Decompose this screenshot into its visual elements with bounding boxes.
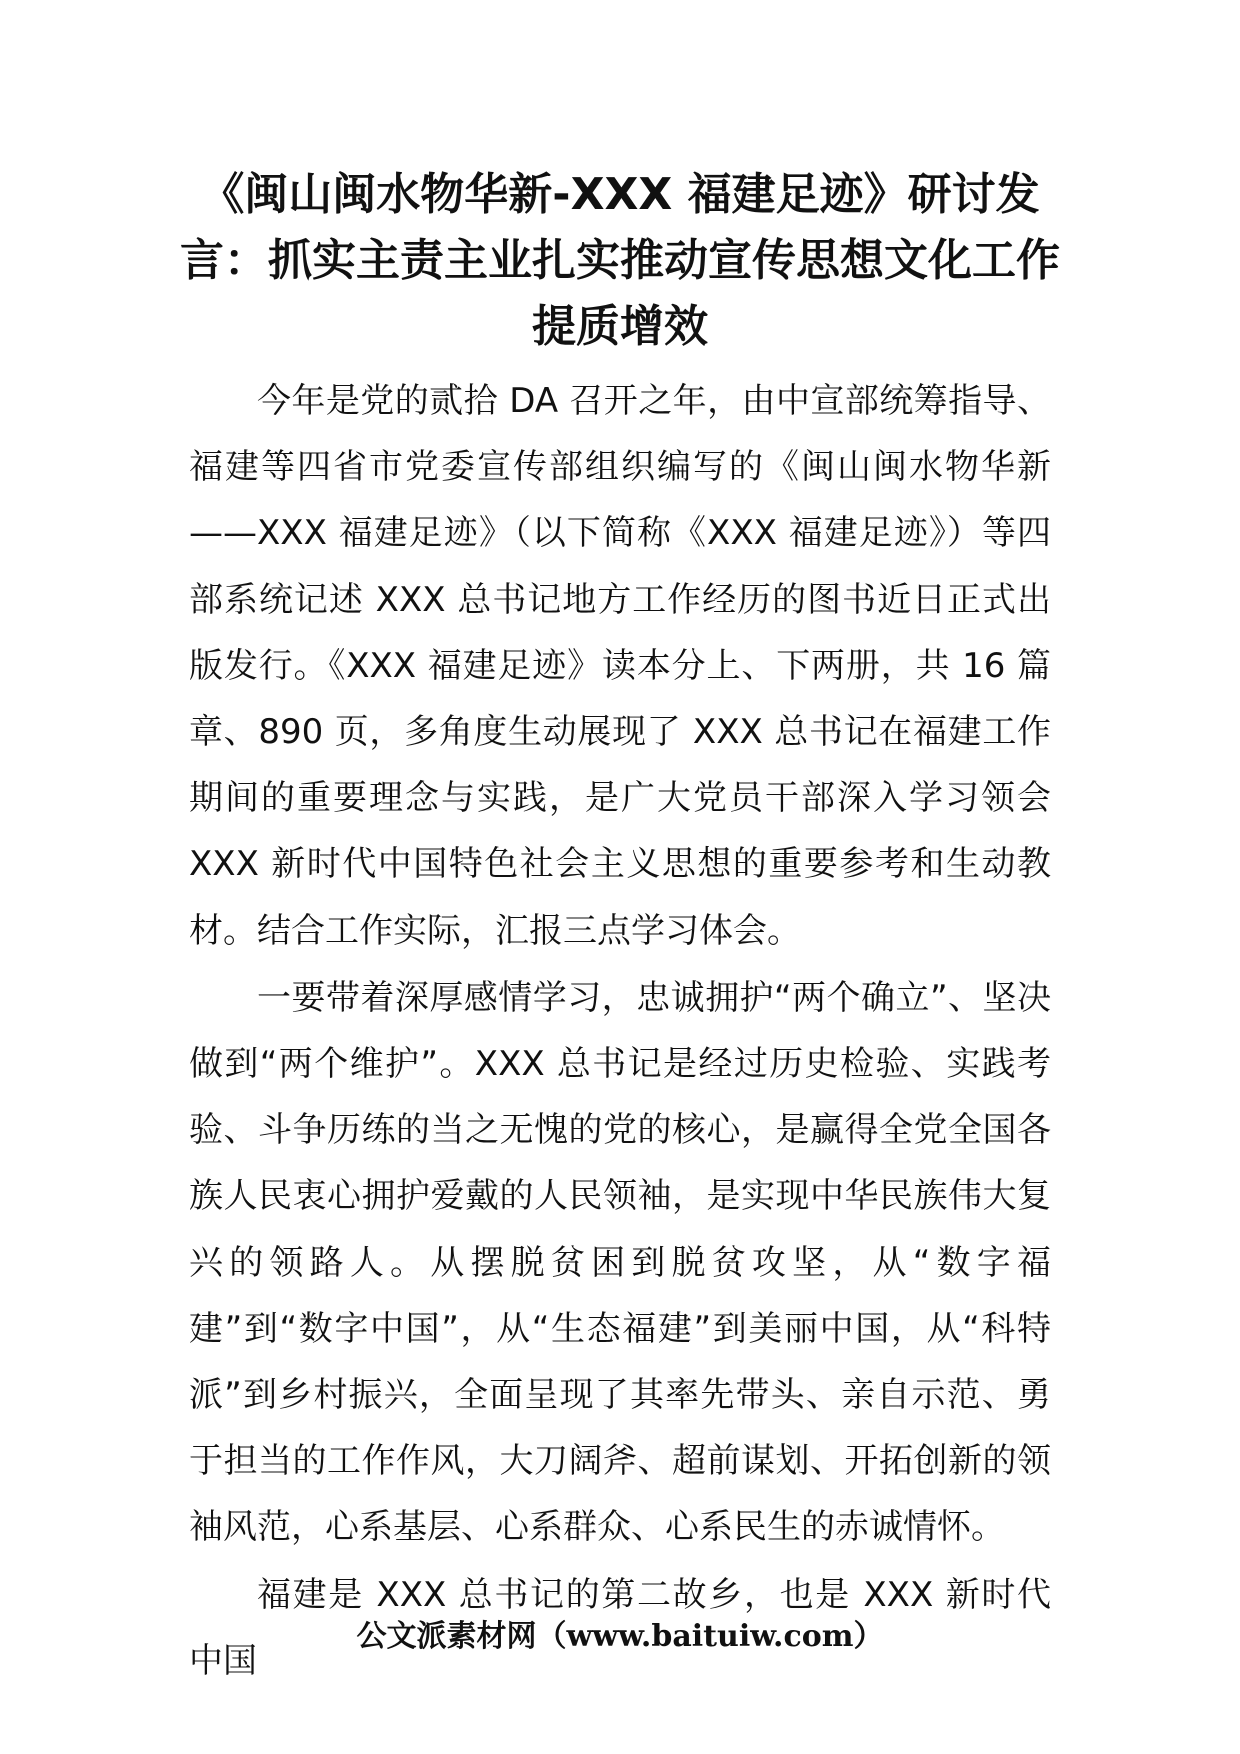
page-footer-watermark: 公文派素材网（www.baituiw.com） bbox=[356, 1619, 884, 1654]
document-title: 《闽山闽水物华新-XXX 福建足迹》研讨发言：抓实主责主业扎实推动宣传思想文化工作提质增效 bbox=[180, 169, 1060, 352]
body-paragraph-1: 今年是党的贰拾 DA 召开之年，由中宣部统筹指导、福建等四省市党委宣传部组织编写的《闽山闽水物华新——XXX 福建足迹》（以下简称《XXX 福建足迹》）等四部系统记述 XXX 总书记地方工作经历的图书近日正式出版发行。《XXX 福建足迹》读本分上、下两册，共 16 篇章、890 页，多角度生动展现了 XXX 总书记在福建工作期间的重要理念与实践，是广大党员干部深入学习领会 XXX 新时代中国特色社会主义思想的重要参考和生动教材。结合工作实际，汇报三点学习体会。 bbox=[189, 381, 1051, 951]
document-body bbox=[189, 368, 1051, 1695]
body-paragraph-2: 一要带着深厚感情学习，忠诚拥护“两个确立”、坚决做到“两个维护”。XXX 总书记是经过历史检验、实践考验、斗争历练的当之无愧的党的核心，是赢得全党全国各族人民衷心拥护爱戴的人民领袖，是实现中华民族伟大复兴的领路人。从摆脱贫困到脱贫攻坚，从“数字福建”到“数字中国”，从“生态福建”到美丽中国，从“科特派”到乡村振兴，全面呈现了其率先带头、亲自示范、勇于担当的工作作风，大刀阔斧、超前谋划、开拓创新的领袖风范，心系基层、心系群众、心系民生的赤诚情怀。 bbox=[189, 977, 1051, 1548]
body-paragraph-3: 福建是 XXX 总书记的第二故乡，也是 XXX 新时代中国 bbox=[189, 1574, 1051, 1681]
